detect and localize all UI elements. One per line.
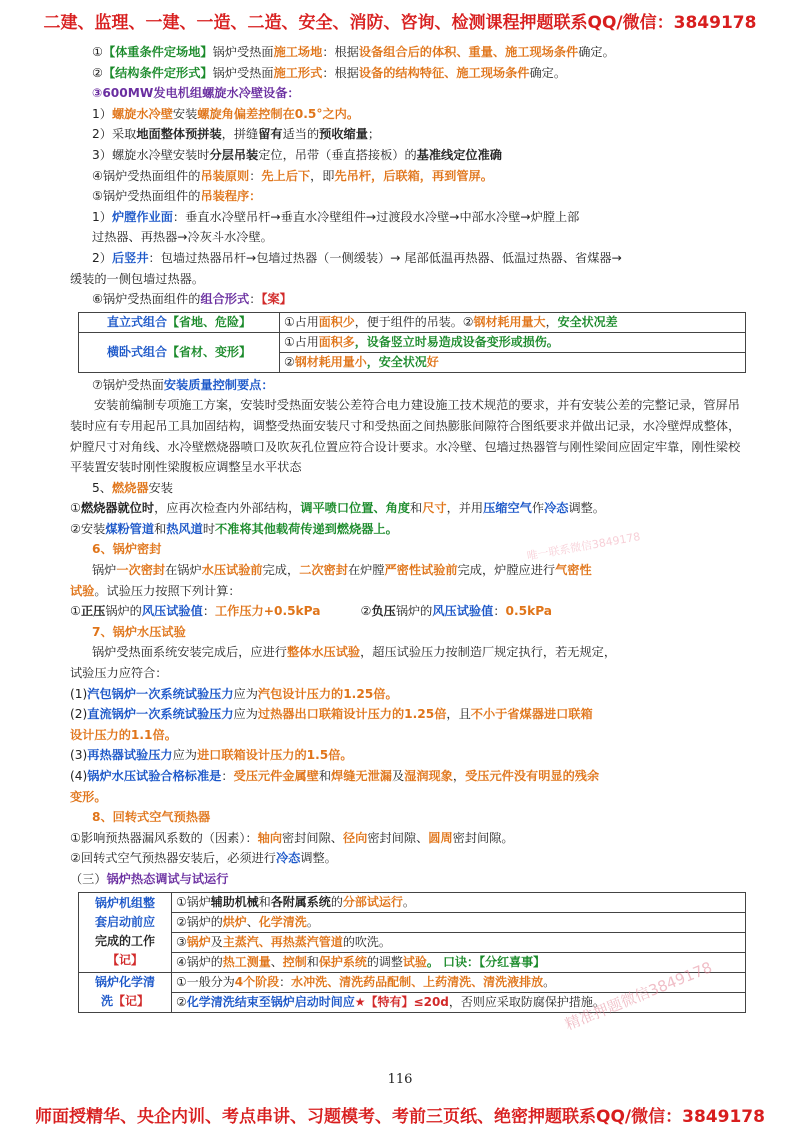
table-cell: ③锅炉及主蒸汽、再热蒸汽管道的吹洗。 — [172, 932, 746, 952]
text-line: 3）螺旋水冷壁安装时分层吊装定位，吊带（垂直搭接板）的基准线定位准确 — [92, 147, 502, 162]
text-line: ①影响预热器漏风系数的（因素）：轴向密封间隙、径向密封间隙、圆周密封间隙。 — [70, 830, 514, 845]
text-line: ④锅炉受热面组件的吊装原则：先上后下，即先吊杆，后联箱，再到管屏。 — [92, 168, 493, 183]
table-cell: ②钢材耗用量小，安全状况好 — [280, 352, 746, 372]
watermark-main: 精准押题微信3849178 — [562, 958, 715, 1034]
table-cell: ①锅炉辅助机械和各附属系统的分部试运行。 — [172, 892, 746, 912]
text-line: ②【结构条件定形式】锅炉受热面施工形式：根据设备的结构特征、施工现场条件确定。 — [92, 65, 567, 80]
table-row — [79, 892, 746, 912]
table-row — [79, 932, 746, 952]
text-line: ⑤锅炉受热面组件的吊装程序： — [92, 189, 262, 204]
table-cell: 锅炉化学清 洗【记】 — [79, 972, 172, 1012]
table-cell: ①占用面积多，设备竖立时易造成设备变形或损伤。 — [280, 332, 746, 352]
table-cell: ①一般分为4个阶段：水冲洗、清洗药品配制、上药清洗、清洗液排放。 — [172, 972, 746, 992]
text-line: 缓装的一侧包墙过热器。 — [70, 271, 205, 286]
text-line: 1）螺旋水冷壁安装螺旋角偏差控制在0.5°之内。 — [92, 106, 360, 121]
text-line: 锅炉受热面系统安装完成后，应进行整体水压试验，超压试验压力按制造厂规定执行，若无规定， — [92, 645, 617, 660]
table-cell: 横卧式组合【省材、变形】 — [79, 332, 280, 372]
watermark-small: 唯一联系微信3849178 — [525, 530, 642, 563]
text-line: ⑥锅炉受热面组件的组合形式：【案】 — [92, 292, 292, 307]
text-line: 5、燃烧器安装 — [92, 480, 173, 495]
table-row — [79, 912, 746, 932]
section-heading: 7、锅炉水压试验 — [92, 624, 186, 639]
text-line: (3)再热器试验压力应为进口联箱设计压力的1.5倍。 — [70, 748, 353, 763]
text-line: 变形。 — [70, 789, 107, 804]
table-cell: 直立式组合【省地、危险】 — [79, 312, 280, 332]
table-cell: 锅炉机组整 套启动前应 完成的工作 【记】 — [79, 892, 172, 972]
text-line: 锅炉一次密封在锅炉水压试验前完成，二次密封在炉膛严密性试验前完成，炉膛应进行气密性 — [92, 563, 592, 578]
footer-banner: 师面授精华、央企内训、考点串讲、习题模考、考前三页纸、绝密押题联系QQ/微信：3849178 — [35, 1107, 765, 1127]
text-line: 2）采取地面整体预拼装，拼缝留有适当的预收缩量； — [92, 127, 381, 142]
text-line: （三）锅炉热态调试与试运行 — [70, 871, 229, 886]
section-heading: 6、锅炉密封 — [92, 542, 162, 557]
paragraph: 安装前编制专项施工方案，安装时受热面安装公差符合电力建设施工技术规范的要求，并有安装公差的完整记录，管屏吊装时应有专用起吊工具加固结构，调整受热面安装尺寸和受热面之间热膨胀间隙符合图纸要求并做出记录，水冷壁焊成整体，炉膛尺寸对角线、水冷壁燃烧器喷口及吹灰孔位置应符合设计要求。水冷壁、包墙过热器管与刚性梁间应固定牢靠，刚性梁校平装置安装时刚性梁腹板应调整呈水平状态 — [70, 398, 741, 475]
text-line: ①正压锅炉的风压试验值：工作压力+0.5kPa ②负压锅炉的风压试验值：0.5kPa — [70, 604, 553, 619]
text-line: ②安装煤粉管道和热风道时不准将其他载荷传递到燃烧器上。 — [70, 521, 398, 536]
table-row — [79, 332, 746, 352]
text-line: ②回转式空气预热器安装后，必须进行冷态调整。 — [70, 851, 337, 866]
table-cell: ①占用面积少，便于组件的吊装。②钢材耗用量大，安全状况差 — [280, 312, 746, 332]
text-line: 1）炉膛作业面：垂直水冷壁吊杆→垂直水冷壁组件→过渡段水冷壁→中部水冷壁→炉膛上部 — [92, 209, 580, 224]
table-cell: ②化学清洗结束至锅炉启动时间应★【特有】≤20d，否则应采取防腐保护措施。 — [172, 992, 746, 1012]
text-line: 试验压力应符合： — [70, 666, 168, 681]
text-line: (4)锅炉水压试验合格标准是：受压元件金属壁和焊缝无泄漏及湿润现象，受压元件没有明显的残余 — [70, 769, 600, 783]
section-heading: 8、回转式空气预热器 — [92, 810, 211, 825]
text-line: 2）后竖井：包墙过热器吊杆→包墙过热器（一侧缓装）→ 尾部低温再热器、低温过热器、省煤器→ — [92, 250, 622, 265]
table-row — [79, 952, 746, 972]
combination-form-table — [78, 312, 746, 373]
header-banner: 二建、监理、一建、一造、二造、安全、消防、咨询、检测课程押题联系QQ/微信：3849178 — [43, 13, 757, 33]
table-cell: ④锅炉的热工测量、控制和保护系统的调整试验。 口诀：【分红喜事】 — [172, 952, 746, 972]
text-line: ③600MW发电机组螺旋水冷壁设备： — [92, 86, 300, 101]
text-line: 设计压力的1.1倍。 — [70, 727, 177, 742]
text-line: ①【体重条件定场地】锅炉受热面施工场地：根据设备组合后的体积、重量、施工现场条件确定。 — [92, 45, 615, 59]
text-line: 过热器、再热器→冷灰斗水冷壁。 — [92, 230, 273, 245]
text-line: ①燃烧器就位时，应再次检查内外部结构，调平喷口位置、角度和尺寸，并用压缩空气作冷态调整。 — [70, 501, 605, 516]
text-line: ⑦锅炉受热面安装质量控制要点： — [92, 377, 274, 392]
document-body — [70, 42, 750, 1015]
text-line: 试验。试验压力按照下列计算： — [70, 583, 241, 598]
page-number: 116 — [387, 1072, 413, 1087]
table-cell: ②锅炉的烘炉、化学清洗。 — [172, 912, 746, 932]
text-line: (2)直流锅炉一次系统试验压力应为过热器出口联箱设计压力的1.25倍，且不小于省煤器进口联箱 — [70, 707, 593, 722]
table-row — [79, 312, 746, 332]
text-line: (1)汽包锅炉一次系统试验压力应为汽包设计压力的1.25倍。 — [70, 686, 398, 701]
